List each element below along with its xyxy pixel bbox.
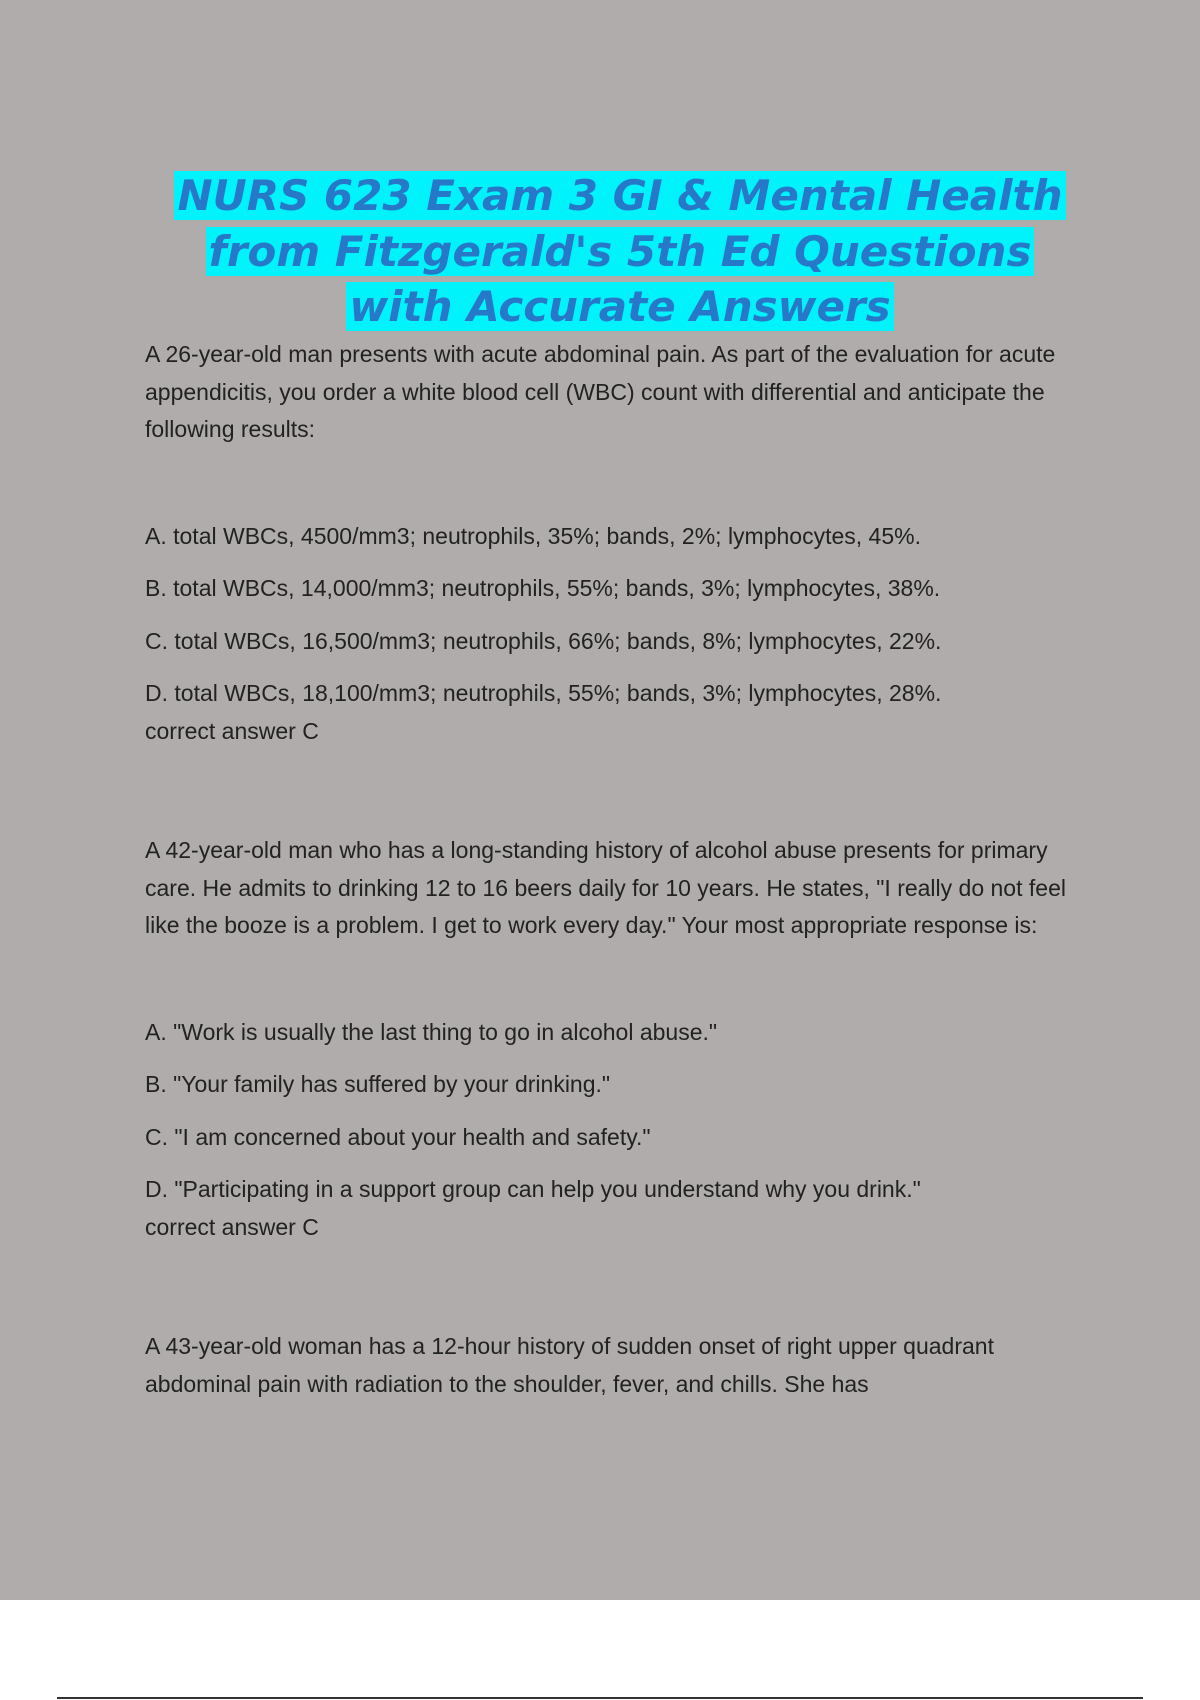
question-1	[145, 336, 1085, 750]
correct-answer: correct answer C	[145, 717, 319, 744]
page-divider	[57, 1697, 1143, 1699]
answer-option-b: B. "Your family has suffered by your drinking."	[145, 1071, 611, 1097]
question-stem: A 26-year-old man presents with acute abdominal pain. As part of the evaluation for acute appendicitis, you order a white blood cell (WBC) count with differential and anticipate the following results:	[145, 341, 1056, 442]
document-body	[145, 336, 1085, 1403]
title-line: NURS 623 Exam 3 GI & Mental Health	[174, 171, 1065, 220]
question-stem: A 43-year-old woman has a 12-hour history of sudden onset of right upper quadrant abdominal pain with radiation to the shoulder, fever, and chills. She has	[145, 1333, 994, 1397]
title-line: from Fitzgerald's 5th Ed Questions	[206, 227, 1035, 276]
question-2	[145, 832, 1085, 1246]
question-3	[145, 1328, 1085, 1403]
correct-answer: correct answer C	[145, 1213, 319, 1240]
answer-option-a: A. total WBCs, 4500/mm3; neutrophils, 35%; bands, 2%; lymphocytes, 45%.	[145, 522, 921, 549]
title-line: with Accurate Answers	[346, 282, 893, 331]
document-title	[80, 168, 1160, 335]
answer-option-c: C. "I am concerned about your health and safety."	[145, 1123, 651, 1150]
answer-option-c: C. total WBCs, 16,500/mm3; neutrophils, 66%; bands, 8%; lymphocytes, 22%.	[145, 627, 942, 654]
answer-option-b: B. total WBCs, 14,000/mm3; neutrophils, 55%; bands, 3%; lymphocytes, 38%.	[145, 575, 941, 601]
question-stem: A 42-year-old man who has a long-standing history of alcohol abuse presents for primary care. He admits to drinking 12 to 16 beers daily for 10 years. He states, "I really do not feel like the booze is a problem. I get to work every day." Your most appropriate response is:	[145, 837, 1066, 938]
answer-option-d: D. total WBCs, 18,100/mm3; neutrophils, 55%; bands, 3%; lymphocytes, 28%.	[145, 680, 942, 706]
answer-option-a: A. "Work is usually the last thing to go in alcohol abuse."	[145, 1018, 718, 1045]
answer-option-d: D. "Participating in a support group can help you understand why you drink."	[145, 1176, 921, 1202]
